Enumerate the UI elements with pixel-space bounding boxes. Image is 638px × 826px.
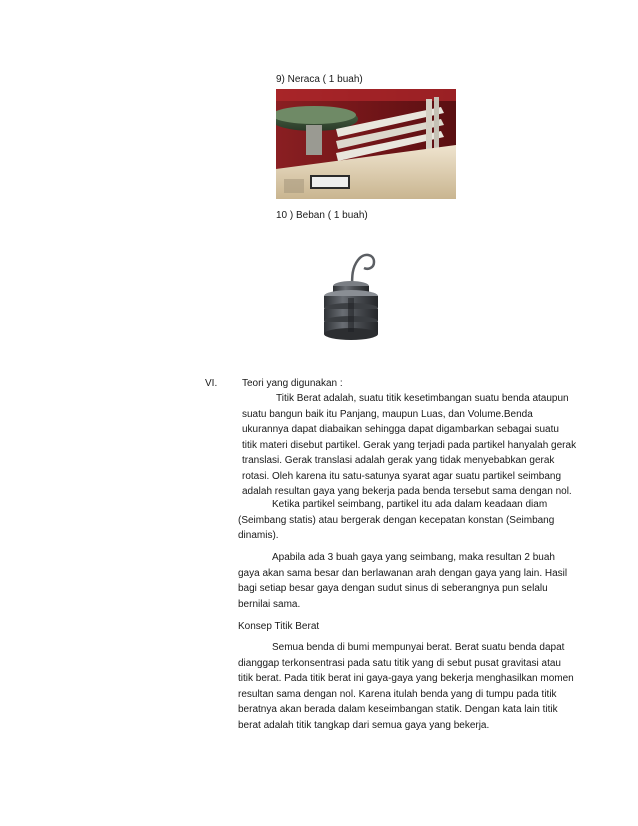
weight-illustration xyxy=(318,248,384,348)
beban-image xyxy=(318,248,384,348)
balance-illustration xyxy=(276,89,456,199)
paragraph-tiga-gaya xyxy=(238,550,568,612)
section-title: Teori yang digunakan : xyxy=(242,378,343,389)
paragraph-line: Titik Berat adalah, suatu titik kesetimbangan suatu benda ataupun xyxy=(276,393,569,404)
paragraph-line: titik berat. Pada titik berat ini gaya-gaya yang bekerja menghasilkan momen xyxy=(238,673,574,684)
paragraph-line: dianggap terkonsentrasi pada satu titik yang di sebut pusat gravitasi atau xyxy=(238,657,561,669)
beban-label: 10 ) Beban ( 1 buah) xyxy=(276,210,368,221)
paragraph-line: dinamis). xyxy=(238,530,279,541)
paragraph-line: resultan sama dengan nol. Karena itulah benda yang di tumpu pada titik xyxy=(238,688,557,700)
paragraph-line: (Seimbang statis) atau bergerak dengan kecepatan konstan (Seimbang xyxy=(238,514,555,526)
paragraph-line: Apabila ada 3 buah gaya yang seimbang, maka resultan 2 buah xyxy=(272,552,555,563)
paragraph-line: Semua benda di bumi mempunyai berat. Berat suatu benda dapat xyxy=(272,642,565,653)
paragraph-konsep xyxy=(238,640,574,733)
paragraph-line: suatu bangun baik itu Panjang, maupun Luas, dan Volume.Benda xyxy=(242,408,533,420)
neraca-image xyxy=(276,89,456,199)
paragraph-line: bernilai sama. xyxy=(238,598,301,610)
paragraph-line: bagi setiap besar gaya dengan sudut sinus di seberangnya pun selalu xyxy=(238,583,548,594)
paragraph-titik-berat xyxy=(242,391,577,500)
paragraph-seimbang xyxy=(238,497,555,544)
paragraph-line: translasi. Gerak translasi adalah gerak yang tidak menyebabkan gerak xyxy=(242,455,555,466)
paragraph-line: ukurannya dapat diabaikan sehingga dapat digambarkan sebagai suatu xyxy=(242,424,559,435)
neraca-label: 9) Neraca ( 1 buah) xyxy=(276,74,363,85)
paragraph-line: rotasi. Oleh karena itu satu-satunya syarat agar suatu partikel seimbang xyxy=(242,470,562,482)
paragraph-line: beratnya akan berada dalam keseimbangan statik. Dengan kata lain titik xyxy=(238,704,558,715)
paragraph-line: gaya akan sama besar dan berlawanan arah dengan gaya yang lain. Hasil xyxy=(238,567,568,579)
subheading-konsep: Konsep Titik Berat xyxy=(238,621,320,632)
paragraph-line: adalah resultan gaya yang bekerja pada benda tersebut sama dengan nol. xyxy=(242,486,572,497)
paragraph-line: Ketika partikel seimbang, partikel itu ada dalam keadaan diam xyxy=(272,499,548,510)
paragraph-line: berat adalah titik tangkap dari semua gaya yang bekerja. xyxy=(238,719,490,731)
section-number: VI. xyxy=(205,378,218,389)
paragraph-line: titik materi disebut partikel. Gerak yang terjadi pada partikel hanyalah gerak xyxy=(242,439,577,451)
